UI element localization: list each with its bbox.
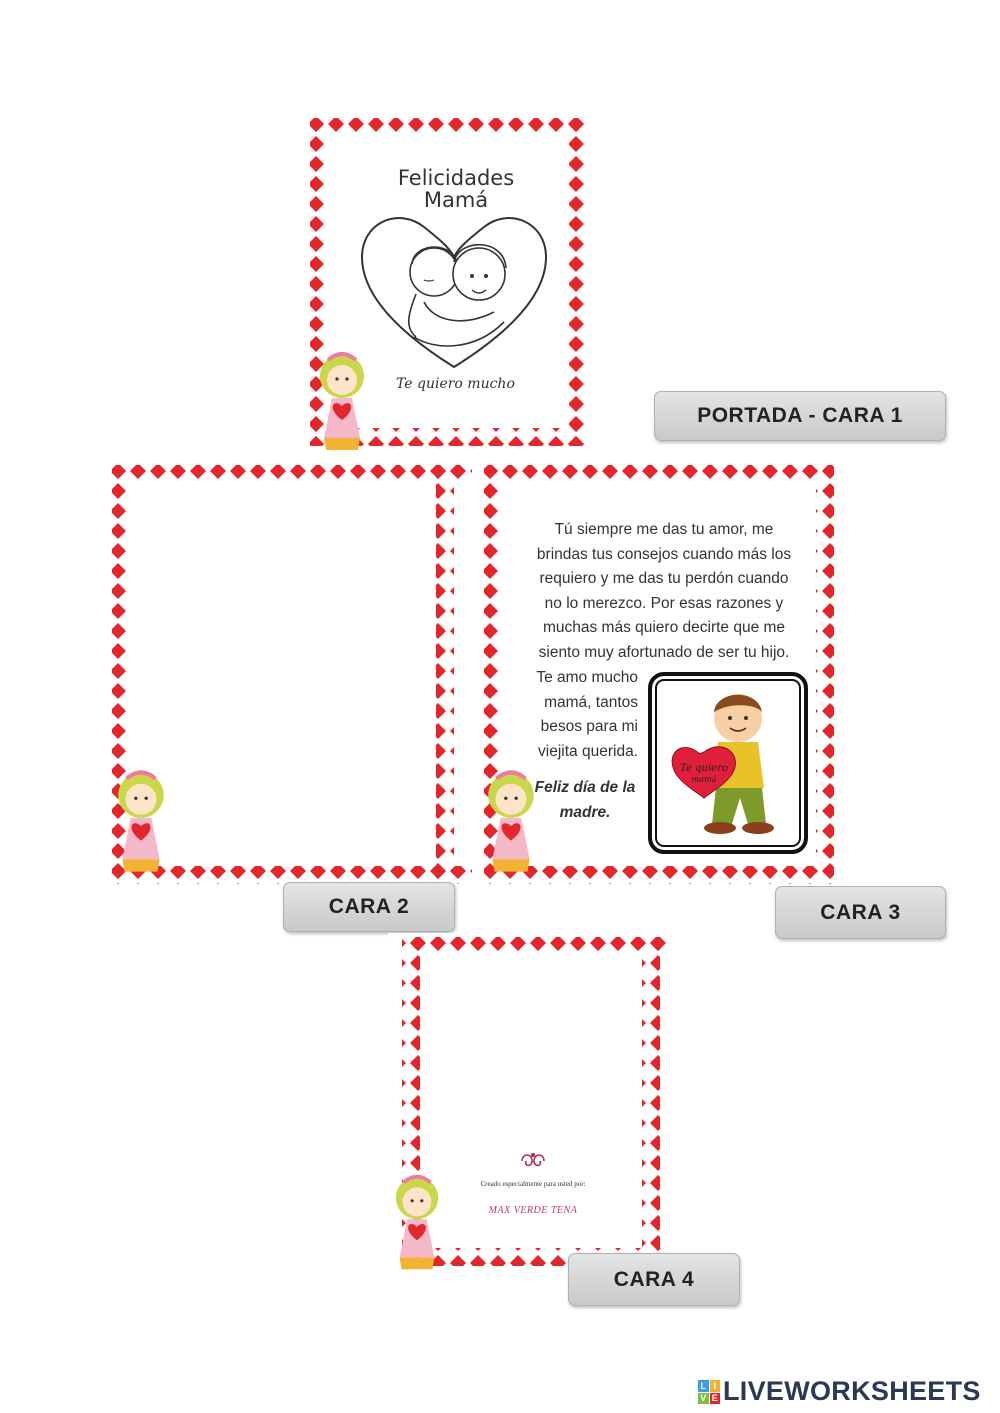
ornament-icon [516,1149,550,1171]
message-line: besos para mi [540,718,638,736]
label-cara-2: CARA 2 [283,882,455,932]
brand-name: LIVEWORKSHEETS [723,1376,981,1406]
card-back [388,933,670,1276]
label-cara-3: CARA 3 [775,886,946,939]
message-line: Te amo mucho [536,669,638,686]
message-line: siento muy afortunado de ser tu hijo. [538,643,790,661]
brand-logo [698,1378,994,1408]
boy-heart-picture [648,672,808,854]
credit-text: Creado especialmente para usted por: [480,1180,586,1188]
doll-girl-icon [480,761,542,881]
heart-text-line1: Te quiero [680,763,728,774]
message-line: muchas más quiero decirte que me [542,619,786,637]
message-line: requiero y me das tu perdón cuando [539,570,789,588]
closing-line: Feliz día de la [534,779,636,796]
message-line: no lo merezco. Por esas razones y [544,594,784,612]
doll-girl-icon [110,761,172,881]
cover-title-line2: Mamá [423,188,489,212]
card-page-3 [480,461,838,888]
boy-with-heart-icon [660,682,796,842]
message-line: brindas tus consejos cuando más los [536,545,792,563]
message-line: mamá, tantos [544,693,638,711]
mother-child-heart-illustration [354,202,554,372]
label-cara-4: CARA 4 [568,1253,740,1306]
cover-footer: Te quiero mucho [396,376,515,392]
brand-badge-icon [698,1380,720,1404]
doll-girl-icon [312,346,372,456]
closing-line: madre. [559,803,611,821]
doll-girl-icon [388,1169,446,1275]
card-page-2 [108,461,476,888]
badge-letter: E [710,1393,721,1405]
heart-text-line2: mamá [691,775,717,784]
message-line: viejita querida. [538,742,638,760]
badge-letter: L [698,1380,709,1392]
author-name: MAX VERDE TENA [488,1205,578,1216]
cover-title-line1: Felicidades [397,166,515,190]
badge-letter: I [710,1380,721,1392]
message-side-text [520,666,638,764]
closing-text [530,776,640,825]
badge-letter: V [698,1393,709,1405]
card-cover [306,114,591,450]
label-cara-1: PORTADA - CARA 1 [654,391,946,441]
message-paragraph [516,518,812,666]
message-line: Tú siempre me das tu amor, me [554,521,774,538]
